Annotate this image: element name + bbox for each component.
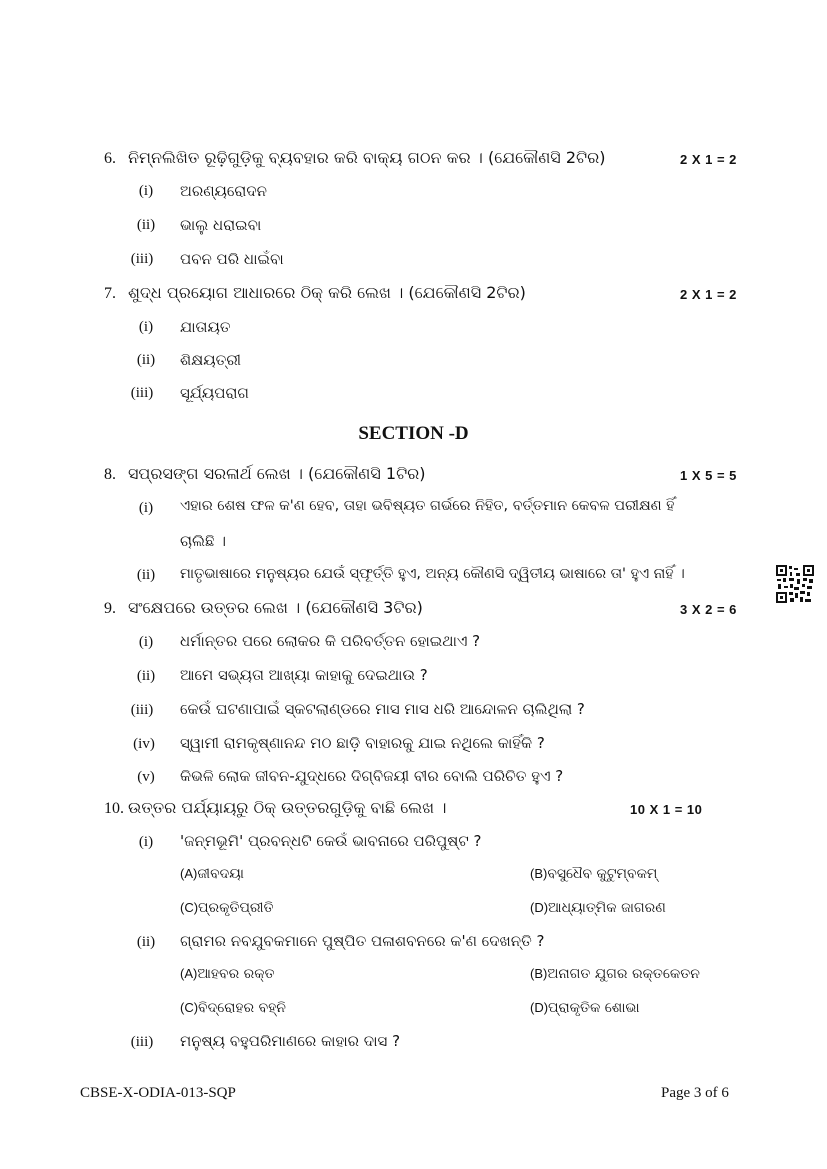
qr-code-image [776, 565, 814, 603]
q8-item-1-text-line2: ଚାଲିଛି । [180, 532, 227, 550]
q7-marks: 2 X 1 = 2 [680, 287, 737, 302]
q6-item-1-roman: (i) [138, 183, 154, 199]
footer-code: CBSE-X-ODIA-013-SQP [80, 1085, 236, 1101]
q7-item-2-text: ଶିକ୍ଷୟତ୍ରୀ [180, 351, 241, 369]
footer-page-number: Page 3 of 6 [661, 1085, 729, 1101]
q10-item-2-text: ଗ୍ରାମର ନବଯୁବକମାନେ ପୁଷ୍ପିତ ପଳାଶବନରେ କ'ଣ ଦେଖନ୍ତି ? [180, 932, 545, 950]
q8-marks: 1 X 5 = 5 [680, 468, 737, 483]
q7-text: ଶୁଦ୍ଧ ପ୍ରୟୋଗ ଆଧାରରେ ଠିକ୍ କରି ଲେଖ । (ଯେକୌଣସି 2ଟିର) [128, 283, 526, 302]
q6-item-2-roman: (ii) [136, 217, 156, 233]
q10-item-3-text: ମନୁଷ୍ୟ ବହୁପରିମାଣରେ କାହାର ଦାସ ? [180, 1032, 401, 1050]
q9-item-2-text: ଆମେ ସଭ୍ୟତା ଆଖ୍ୟା କାହାକୁ ଦେଇଥାଉ ? [180, 666, 428, 684]
q10-item-1-text: 'ଜନ୍ମଭୂମି' ପ୍ରବନ୍ଧଟି କେଉଁ ଭାବନାରେ ପରିପୁଷ୍ଟ ? [180, 832, 482, 850]
q7-item-3-roman: (iii) [130, 385, 154, 401]
q9-item-5-roman: (v) [137, 769, 155, 785]
q9-item-3-text: କେଉଁ ଘଟଣାପାଇଁ ସ୍କଟଲାଣ୍ଡରେ ମାସ ମାସ ଧରି ଆନ୍ଦୋଳନ ଚାଲିଥିଲା ? [180, 700, 585, 718]
q8-item-1-text-line1: ଏହାର ଶେଷ ଫଳ କ'ଣ ହେବ, ତାହା ଭବିଷ୍ୟତ ଗର୍ଭରେ ନିହିତ, ବର୍ତ୍ତମାନ କେବଳ ପରୀକ୍ଷଣ ହିଁ [180, 498, 675, 514]
q9-item-4-text: ସ୍ୱାମୀ ରାମକୃଷ୍ଣାନନ୍ଦ ମଠ ଛାଡ଼ି ବାହାରକୁ ଯାଇ ନଥିଲେ କାହିଁକି ? [180, 734, 545, 752]
q6-item-1-text: ଅରଣ୍ୟରୋଦନ [180, 182, 268, 200]
section-title: SECTION -D [358, 423, 469, 444]
q7-item-1-roman: (i) [138, 319, 154, 335]
q10-item-2-option-d: (D)ପ୍ରାକୃତିକ ଶୋଭା [530, 1000, 640, 1016]
q10-item-1-option-a: (A)ଜୀବଦୟା [180, 866, 244, 882]
q10-item-1-option-d: (D)ଆଧ୍ୟାତ୍ମିକ ଜାଗରଣ [530, 900, 666, 916]
q7-item-2-roman: (ii) [136, 352, 156, 368]
q8-number: 8. [104, 466, 116, 483]
q9-text: ସଂକ୍ଷେପରେ ଉତ୍ତର ଲେଖ । (ଯେକୌଣସି 3ଟିର) [128, 598, 423, 617]
q6-text: ନିମ୍ନଲିଖିତ ରୂଢ଼ିଗୁଡ଼ିକୁ ବ୍ୟବହାର କରି ବାକ୍ୟ ଗଠନ କର । (ଯେକୌଣସି 2ଟିର) [128, 148, 606, 167]
q9-item-1-roman: (i) [138, 634, 154, 650]
q10-number: 10. [104, 800, 124, 817]
q7-item-1-text: ଯାତାୟତ [180, 318, 231, 336]
q9-marks: 3 X 2 = 6 [680, 602, 737, 617]
q6-item-3-text: ପବନ ପରି ଧାଇଁବା [180, 250, 284, 268]
q10-item-1-roman: (i) [138, 834, 154, 850]
q6-marks: 2 X 1 = 2 [680, 152, 737, 167]
q10-item-2-option-c: (C)ବିଦ୍ରୋହର ବହ୍ନି [180, 1000, 286, 1016]
q7-item-3-text: ସୂର୍ଯ୍ୟପରାଗ [180, 384, 249, 402]
q9-item-5-text: କିଭଳି ଲୋକ ଜୀବନ-ଯୁଦ୍ଧରେ ଦିଗ୍‌ବିଜୟୀ ବୀର ବୋଲି ପରିଚିତ ହୁଏ ? [180, 767, 564, 785]
q10-text: ଉତ୍ତର ପର୍ଯ୍ୟାୟରୁ ଠିକ୍ ଉତ୍ତରଗୁଡ଼ିକୁ ବାଛି ଲେଖ । [128, 798, 447, 817]
q9-number: 9. [104, 600, 116, 617]
q10-item-2-option-b: (B)ଅନାଗତ ଯୁଗର ରକ୍ତକେତନ [530, 966, 700, 982]
q8-item-2-roman: (ii) [136, 567, 156, 583]
q10-item-2-option-a: (A)ଆହବର ରକ୍ତ [180, 966, 275, 982]
q9-item-2-roman: (ii) [136, 668, 156, 684]
q7-number: 7. [104, 285, 116, 302]
q6-item-2-text: ଭାଲୁ ଧରାଇବା [180, 216, 262, 234]
q10-item-1-option-b: (B)ବସୁଧୈବ କୁଟୁମ୍ବକମ୍ [530, 866, 658, 882]
q9-item-4-roman: (iv) [133, 736, 155, 752]
q10-item-1-option-c: (C)ପ୍ରକୃତିପ୍ରୀତି [180, 900, 274, 916]
q6-number: 6. [104, 150, 116, 167]
q9-item-3-roman: (iii) [130, 702, 154, 718]
q10-item-3-roman: (iii) [130, 1034, 154, 1050]
q6-item-3-roman: (iii) [130, 251, 154, 267]
q9-item-1-text: ଧର୍ମାନ୍ତର ପରେ ଲୋକର କି ପରିବର୍ତ୍ତନ ହୋଇଥାଏ ? [180, 632, 481, 650]
q8-item-1-roman: (i) [138, 500, 154, 516]
q8-text: ସପ୍ରସଙ୍ଗ ସରଳାର୍ଥ ଲେଖ । (ଯେକୌଣସି 1ଟିର) [128, 464, 426, 483]
q10-item-2-roman: (ii) [136, 934, 156, 950]
q10-marks: 10 X 1 = 10 [630, 802, 703, 817]
q8-item-2-text: ମାତୃଭାଷାରେ ମନୁଷ୍ୟର ଯେଉଁ ସ୍ଫୂର୍ତ୍ତି ହୁଏ, ଅନ୍ୟ କୌଣସି ଦ୍ୱିତୀୟ ଭାଷାରେ ତା' ହୁଏ ନାହିଁ । [180, 566, 685, 582]
